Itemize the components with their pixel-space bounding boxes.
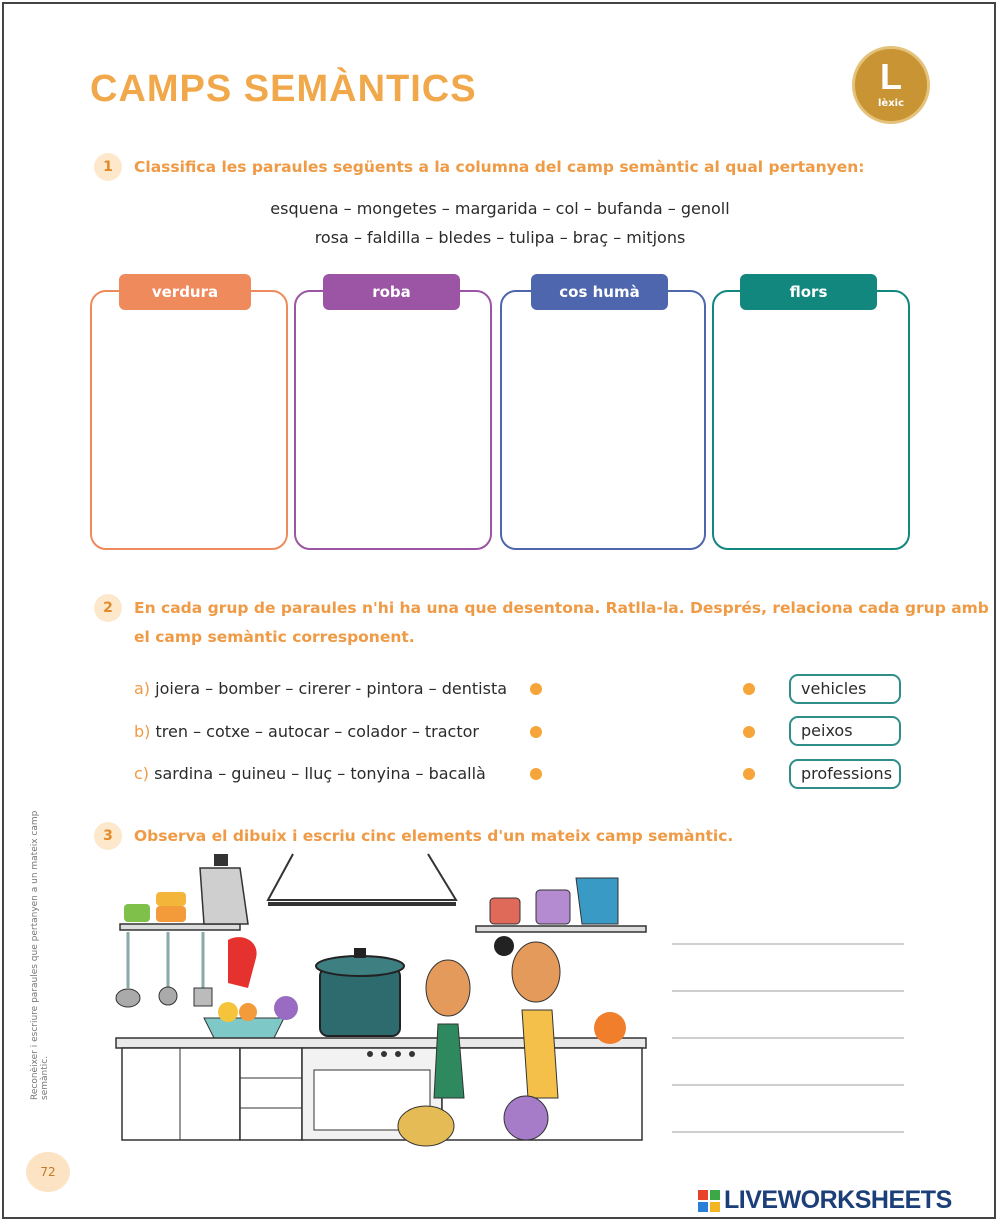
page-title: CAMPS SEMÀNTICS	[90, 68, 477, 110]
exercise-2-number: 2	[94, 594, 122, 622]
answer-peixos[interactable]: peixos	[789, 716, 901, 746]
badge-letter: L	[880, 56, 902, 97]
group-text: sardina – guineu – lluç – tonyina – bacallà	[154, 764, 486, 783]
column-header-verdura: verdura	[119, 274, 251, 310]
badge-label: lèxic	[877, 98, 904, 109]
word-list-line-2: rosa – faldilla – bledes – tulipa – braç – mitjons	[314, 228, 686, 247]
liveworksheets-icon	[698, 1190, 720, 1212]
group-a	[134, 677, 507, 701]
answer-line-5[interactable]	[672, 1131, 904, 1133]
lexic-badge	[852, 46, 930, 124]
exercise-3-number: 3	[94, 822, 122, 850]
answer-line-3[interactable]	[672, 1037, 904, 1039]
match-dot-left-a[interactable]	[530, 683, 542, 695]
group-text: tren – cotxe – autocar – colador – tractor	[155, 722, 479, 741]
exercise-3-instruction: Observa el dibuix i escriu cinc elements d'un mateix camp semàntic.	[134, 827, 734, 845]
answer-professions[interactable]: professions	[789, 759, 901, 789]
exercise-1-instruction: Classifica les paraules següents a la columna del camp semàntic al qual pertanyen:	[134, 158, 865, 176]
word-list-line-1: esquena – mongetes – margarida – col – bufanda – genoll	[270, 199, 730, 218]
watermark-text: LIVEWORKSHEETS	[724, 1186, 952, 1214]
match-dot-right-3[interactable]	[743, 768, 755, 780]
column-box-cos-huma[interactable]	[500, 290, 706, 550]
exercise-1-number: 1	[94, 153, 122, 181]
group-letter: b)	[134, 722, 151, 741]
match-dot-left-c[interactable]	[530, 768, 542, 780]
answer-line-2[interactable]	[672, 990, 904, 992]
group-letter: c)	[134, 764, 150, 783]
match-dot-right-2[interactable]	[743, 726, 755, 738]
answer-line-4[interactable]	[672, 1084, 904, 1086]
group-letter: a)	[134, 679, 151, 698]
answer-vehicles[interactable]: vehicles	[789, 674, 901, 704]
exercise-2-instruction-line-1: En cada grup de paraules n'hi ha una que desentona. Ratlla-la. Després, relaciona cada grup amb	[134, 599, 989, 617]
group-c	[134, 762, 486, 786]
group-text: joiera – bomber – cirerer - pintora – dentista	[155, 679, 508, 698]
column-header-flors: flors	[740, 274, 877, 310]
answer-line-1[interactable]	[672, 943, 904, 945]
page-number: 72	[26, 1152, 70, 1192]
column-box-verdura[interactable]	[90, 290, 288, 550]
match-dot-right-1[interactable]	[743, 683, 755, 695]
match-dot-left-b[interactable]	[530, 726, 542, 738]
column-box-roba[interactable]	[294, 290, 492, 550]
exercise-2-instruction-line-2: el camp semàntic corresponent.	[134, 628, 415, 646]
kitchen-illustration	[108, 848, 653, 1168]
group-b	[134, 720, 479, 744]
column-header-cos-huma: cos humà	[531, 274, 668, 310]
column-box-flors[interactable]	[712, 290, 910, 550]
column-header-roba: roba	[323, 274, 460, 310]
side-caption: Reconèixer i escriure paraules que pertanyen a un mateix camp semàntic.	[30, 810, 50, 1100]
